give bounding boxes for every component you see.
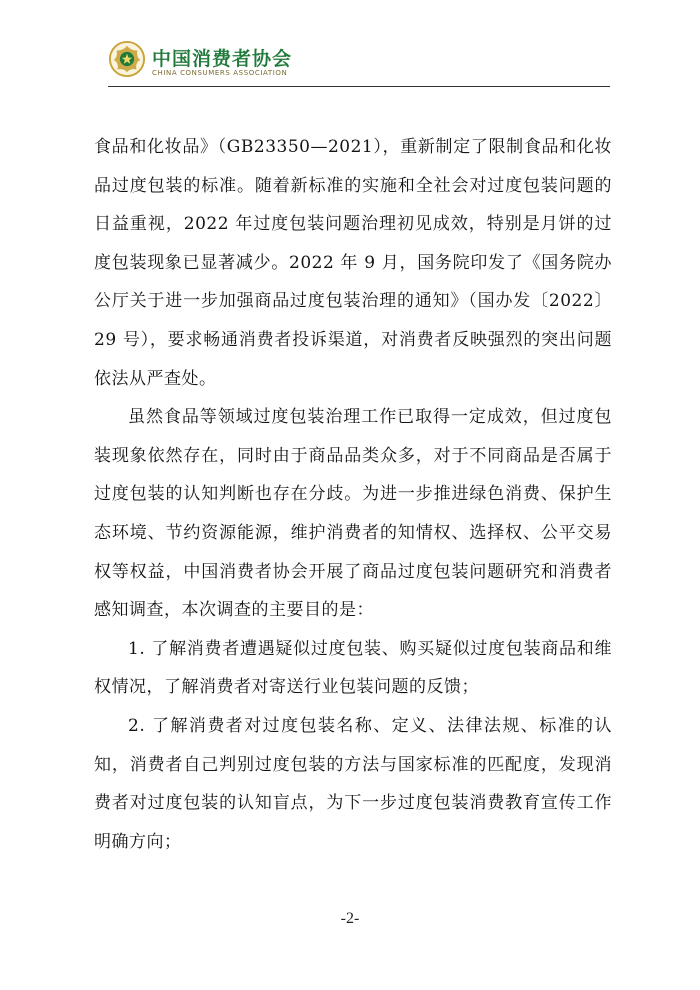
china-consumers-association-emblem-icon bbox=[108, 40, 146, 78]
document-body bbox=[94, 128, 612, 861]
organization-name-en: CHINA CONSUMERS ASSOCIATION bbox=[152, 69, 288, 77]
paragraph-background: 虽然食品等领域过度包装治理工作已取得一定成效，但过度包装现象依然存在，同时由于商品品类众多，对于不同商品是否属于过度包装的认知判断也存在分歧。为进一步推进绿色消费、保护生态环境、节约资源能源，维护消费者的知情权、选择权、公平交易权等权益，中国消费者协会开展了商品过度包装问题研究和消费者感知调查，本次调查的主要目的是： bbox=[94, 407, 612, 621]
page-header bbox=[108, 38, 608, 86]
objective-item-1: 1. 了解消费者遭遇疑似过度包装、购买疑似过度包装商品和维权情况，了解消费者对寄送行业包装问题的反馈； bbox=[94, 638, 612, 698]
organization-name-cn: 中国消费者协会 bbox=[152, 48, 293, 70]
page-number: -2- bbox=[340, 910, 360, 927]
paragraph-continued: 食品和化妆品》（GB23350—2021），重新制定了限制食品和化妆品过度包装的标准。随着新标准的实施和全社会对过度包装问题的日益重视，2022 年过度包装问题治理初见成效，特别是月饼的过度包装现象已显著减少。2022 年 9 月，国务院印发了《国务院办公厅关于进一步加强商品过度包装治理的通知》（国办发〔2022〕29 号），要求畅通消费者投诉渠道，对消费者反映强烈的突出问题依法从严查处。 bbox=[94, 137, 612, 389]
header-divider bbox=[108, 86, 610, 87]
objective-item-2: 2. 了解消费者对过度包装名称、定义、法律法规、标准的认知，消费者自己判别过度包装的方法与国家标准的匹配度，发现消费者对过度包装的认知盲点，为下一步过度包装消费教育宣传工作明确方向； bbox=[94, 715, 612, 852]
